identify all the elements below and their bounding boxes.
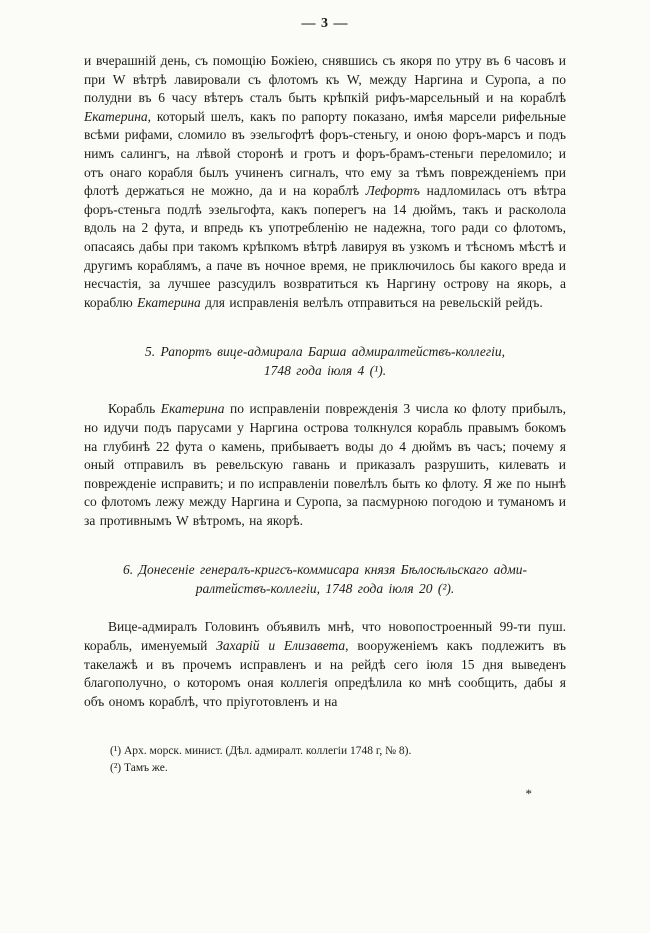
body-run: , который шелъ, какъ по рапорту показано, имѣя марсели рифельные всѣми рифами, сломило въ эзельгофтѣ форъ-стеньгу, и оною форъ-марсъ и подъ нимъ салингъ, на лѣвой сторонѣ и гротъ и форъ-брамъ-стеньги переломило; и отъ онаго корабля былъ учиненъ сигналъ, что ему за тѣмъ поврежденіемъ при флотѣ держаться не можно, да и на кораблѣ — [84, 108, 566, 199]
ship-name-italic: Екатерина — [84, 108, 148, 124]
body-run: , вооруженіемъ какъ подлежитъ въ такелажѣ и въ прочемъ исправленъ и на рейдѣ сего іюля 15 дня выведенъ благополучно, о которомъ оная коллегія опредѣлила ко мнѣ сообщить, дабы я объ ономъ кораблѣ, что пріуготовленъ и на — [84, 638, 566, 709]
body-run: Корабль — [108, 401, 161, 417]
ship-name-italic: Екатерина — [160, 401, 225, 417]
footnote-2: (²) Тамъ же. — [110, 761, 168, 774]
ship-name-italic: Лефортъ — [365, 183, 420, 199]
section-6-heading — [84, 560, 566, 598]
body-run: Вице-адмиралъ Головинъ объявилъ мнѣ, что новопостроенный 99-ти пуш. корабль, именуемый — [84, 619, 566, 654]
body-run: надломилась отъ вѣтра форъ-стеньга подлѣ эзельгофта, какъ поперегъ на 14 дюймъ, такъ и расколола вдоль на 2 фута, и впредь къ употребленію не надежна, того ради со флотомъ, опасаясь дабы при такомъ крѣпкомъ вѣтрѣ лавируя въ узкомъ и тѣсномъ мѣстѣ и другимъ кораблямъ, а паче въ ночное время, не приключилось бы какого вреда и несчастія, за лучшее разсудилъ возвратиться къ Наргину острову на якорь, а кораблю — [84, 183, 566, 310]
section-5-heading-line-1: 5. Рапортъ вице-адмирала Барша адмиралтействъ-коллегіи, — [145, 344, 505, 360]
body-run: для исправленія велѣлъ отправиться на ревельскій рейдъ. — [200, 294, 543, 310]
section-6-heading-line-1: 6. Донесеніе генералъ-кригсъ-коммисара князя Бѣлосѣльскаго адми- — [122, 562, 528, 578]
section-5-body — [84, 400, 566, 530]
body-run: и вчерашній день, съ помощію Божіею, снявшись съ якоря по утру въ 6 часовъ и при W вѣтрѣ лавировали съ флотомъ къ W, между Наргина и Суропа, а по полудни въ 6 часу вѣтеръ сталъ быть крѣпкій рифъ-марсельный и на кораблѣ — [84, 53, 566, 106]
section-5-heading-line-2: 1748 года іюля 4 (¹). — [263, 363, 387, 379]
footer-asterisk: * — [525, 786, 532, 802]
section-5-heading — [84, 342, 566, 380]
footnote-1: (¹) Арх. морск. минист. (Дѣл. адмиралт. коллегіи 1748 г, № 8). — [110, 745, 412, 758]
body-run: по исправленіи поврежденія 3 числа ко флоту прибылъ, но идучи подъ парусами у Наргина острова толкнулся корабль правымъ бокомъ на глубинѣ 22 фута о камень, прибываетъ воды до 4 дюймъ въ часъ; почему я оный отправилъ въ ревельскую гавань и приказалъ разрушить, килевать и поврежденіе исправить; и по исправленіи повелѣлъ быть ко флоту. Я же по нынѣ со флотомъ лежу между Наргина и Суропа, за пасмурною погодою и туманомъ и за противнымъ W вѣтромъ, на якорѣ. — [84, 401, 567, 528]
ship-name-italic: Екатерина — [137, 294, 201, 310]
continuation-paragraph — [84, 52, 566, 312]
section-6-heading-line-2: ралтействъ-коллегіи, 1748 года іюля 20 (²). — [195, 581, 455, 597]
section-6-body — [84, 618, 566, 711]
page-number: — 3 — — [301, 16, 349, 31]
ship-name-italic: Захарій и Елизавета — [216, 638, 346, 654]
footnotes — [84, 743, 566, 776]
